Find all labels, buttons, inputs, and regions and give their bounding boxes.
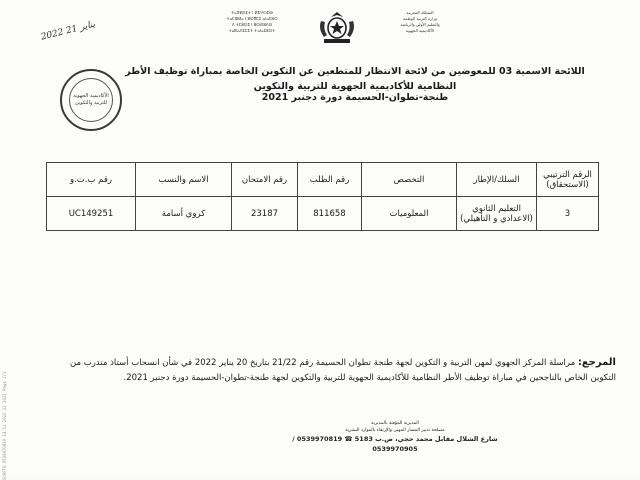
table-cell: 811658 [298,197,362,231]
column-header: الاسم والنسب [136,163,232,197]
table-cell: 23187 [232,197,298,231]
table-cell: UC149251 [47,197,136,231]
document-subtitle: طنجة-تطوان-الحسيمة دورة دجنبر 2021 [261,92,449,103]
fax-edge-text: SOUFTH 0539970819 14:12 2022 22 2022 Page 1/1 [2,371,7,480]
header-arabic-block [378,10,462,34]
coat-of-arms-icon [313,9,361,47]
table-cell: المعلوميات [362,197,457,231]
header-right-line: والتعليم الأولي والرياضة [400,22,440,27]
column-header: الرقم الترتيبي (الاستحقاق) [537,163,599,197]
table-cell: التعليم الثانوي (الاعدادي و التأهيلي) [457,197,537,231]
header-left-line: ⵜⴰⵎⵀⵍⴰ ⵏ ⵓⵙⴳⵎⵉ ⴰⵏⴰⵎⵓⵔ [226,16,278,21]
footer-block [280,420,510,454]
header-left-line: ⵜⴰⴽⴰⴷⵉⵎⵉⵜ ⵜⴰⵏⴰⵎⵓⵔⵜ [228,28,276,33]
reference-text: مراسلة المركز الجهوي لمهن التربية و التكوين لجهة طنجة تطوان الحسيمة رقم 21/22 بتاريخ 20 يناير 2022 في شأن انسحاب أستاذ متدرب من التكوين الخاص بالناجحين في مباراة توظيف الأطر النظامية للأكاديمية الجهوية للتربية والتكوين لجهة طنجة-تطوان-الحسيمة دورة دجنبر 2021. [69,358,616,383]
header-right-line: الأكاديمية الجهوية [405,28,435,33]
footer-contact: شارع الشلال مقابل محمد حجي، ص.ب 5183 ☎ 0539970819 / 0539970905 [292,435,498,453]
header-left-line: ⵜⴰⴳⵍⴷⵉⵜ ⵏ ⵍⵎⵖⵔⵉⴱ [231,10,273,15]
stamp-text: الأكاديمية الجهوية للتربية والتكوين [73,93,109,106]
table-row [47,197,599,231]
header-right-line: وزارة التربية الوطنية [403,16,437,21]
header-left-line: ⴷ ⵜⵎⵓⵔⵉ ⵏ ⵓⵙⵙⵓⴷⵙ [231,22,273,27]
column-header: رقم الامتحان [232,163,298,197]
footer-line: المديرية المؤقتة بالمديرية [371,421,419,426]
handwritten-date: 2022 يناير 21 [40,19,97,43]
column-header: رقم الطلب [298,163,362,197]
header-right-line: المملكة المغربية [406,10,434,15]
footer-line: مصلحة تدبير المسار المهني والإرتقاء بالموارد البشرية [345,428,445,433]
column-header: التخصص [362,163,457,197]
column-header: السلك/الإطار [457,163,537,197]
column-header: رقم ب.ت.و [47,163,136,197]
table-cell: 3 [537,197,599,231]
results-table [46,162,599,231]
reference-label: المرجع: [577,357,616,368]
reference-paragraph [48,355,616,386]
table-header-row [47,163,599,197]
document-title: اللائحة الاسمية 03 للمعوضين من لائحة الانتظار للمتطعين عن التكوين الخاصة بمباراة توظيف الأطر النظامية للأكاديمية الجهوية للتربية والتكوين [125,66,585,92]
table-cell: كروي أسامة [136,197,232,231]
header-tifinagh-block [208,10,296,34]
official-stamp [60,69,122,131]
